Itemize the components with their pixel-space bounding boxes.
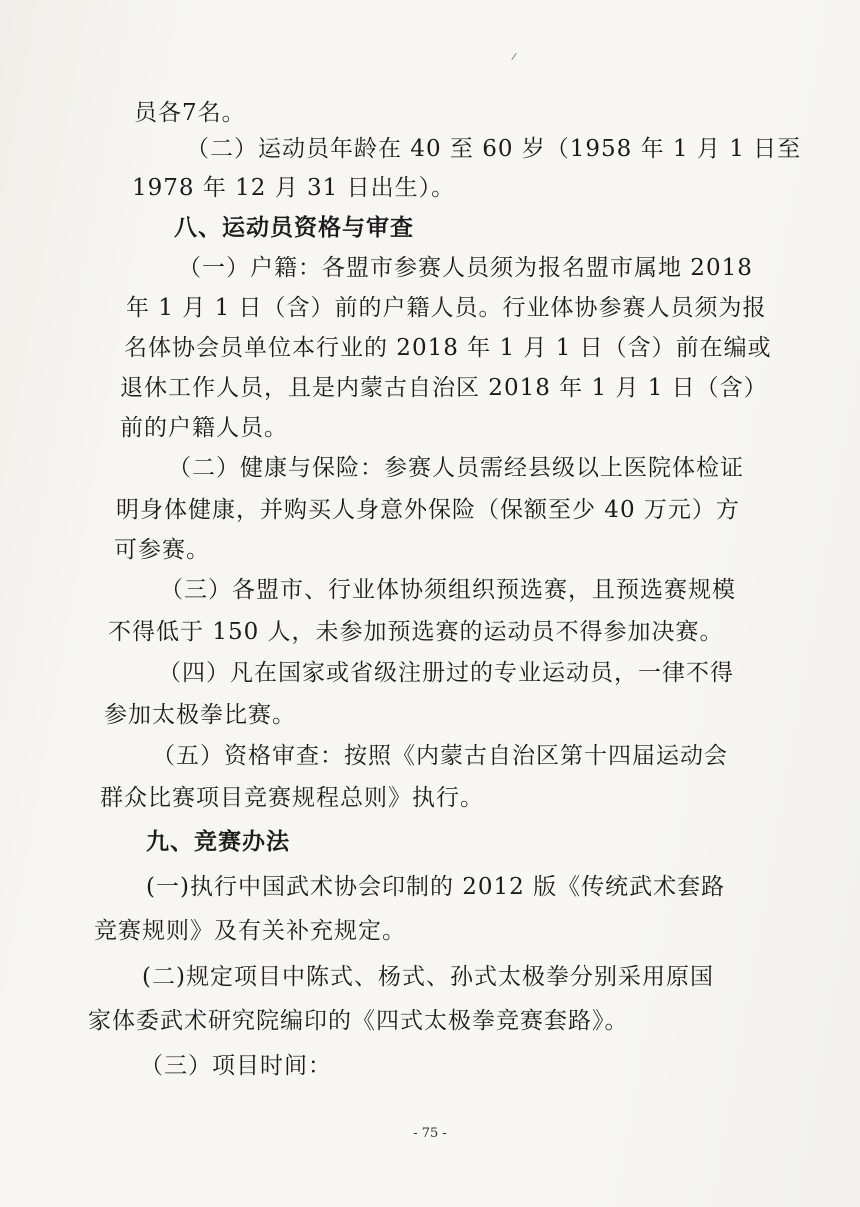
text-line: 家体委武术研究院编印的《四式太极拳竞赛套路》。 [88, 1008, 629, 1034]
text-line: （五）资格审查：按照《内蒙古自治区第十四届运动会 [152, 743, 728, 769]
page-number: - 75 - [413, 1126, 447, 1141]
text-line: （一）户籍：各盟市参赛人员须为报名盟市属地 2018 [178, 255, 753, 281]
section-heading: 八、运动员资格与审查 [174, 215, 414, 241]
text-line: 明身体健康，并购买人身意外保险（保额至少 40 万元）方 [116, 497, 740, 523]
text-line: （二）健康与保险：参赛人员需经县级以上医院体检证 [168, 455, 744, 481]
text-line: 参加太极拳比赛。 [104, 702, 296, 728]
pen-mark [511, 53, 516, 60]
text-line: 可参赛。 [114, 537, 210, 563]
text-line: （四）凡在国家或省级注册过的专业运动员，一律不得 [158, 660, 734, 686]
text-line: (二)规定项目中陈式、杨式、孙式太极拳分别采用原国 [142, 964, 714, 990]
text-line: 不得低于 150 人，未参加预选赛的运动员不得参加决赛。 [108, 619, 724, 645]
text-line: 竞赛规则》及有关补充规定。 [94, 918, 406, 944]
text-line: （二）运动员年龄在 40 至 60 岁（1958 年 1 月 1 日至 [186, 136, 802, 162]
text-line: 1978 年 12 月 31 日出生）。 [132, 175, 456, 201]
text-line: (一)执行中国武术协会印制的 2012 版《传统武术套路 [146, 874, 726, 900]
text-line: 名体协会员单位本行业的 2018 年 1 月 1 日（含）前在编或 [124, 335, 772, 361]
text-line: 退休工作人员，且是内蒙古自治区 2018 年 1 月 1 日（含） [120, 375, 768, 401]
text-line: （三）项目时间： [140, 1053, 332, 1079]
text-line: 年 1 月 1 日（含）前的户籍人员。行业体协参赛人员须为报 [126, 295, 767, 321]
text-line: 前的户籍人员。 [120, 415, 288, 441]
text-line: 员各7名。 [134, 100, 246, 126]
text-line: （三）各盟市、行业体协须组织预选赛，且预选赛规模 [160, 577, 736, 603]
section-heading: 九、竞赛办法 [146, 829, 290, 855]
text-line: 群众比赛项目竞赛规程总则》执行。 [100, 785, 484, 811]
